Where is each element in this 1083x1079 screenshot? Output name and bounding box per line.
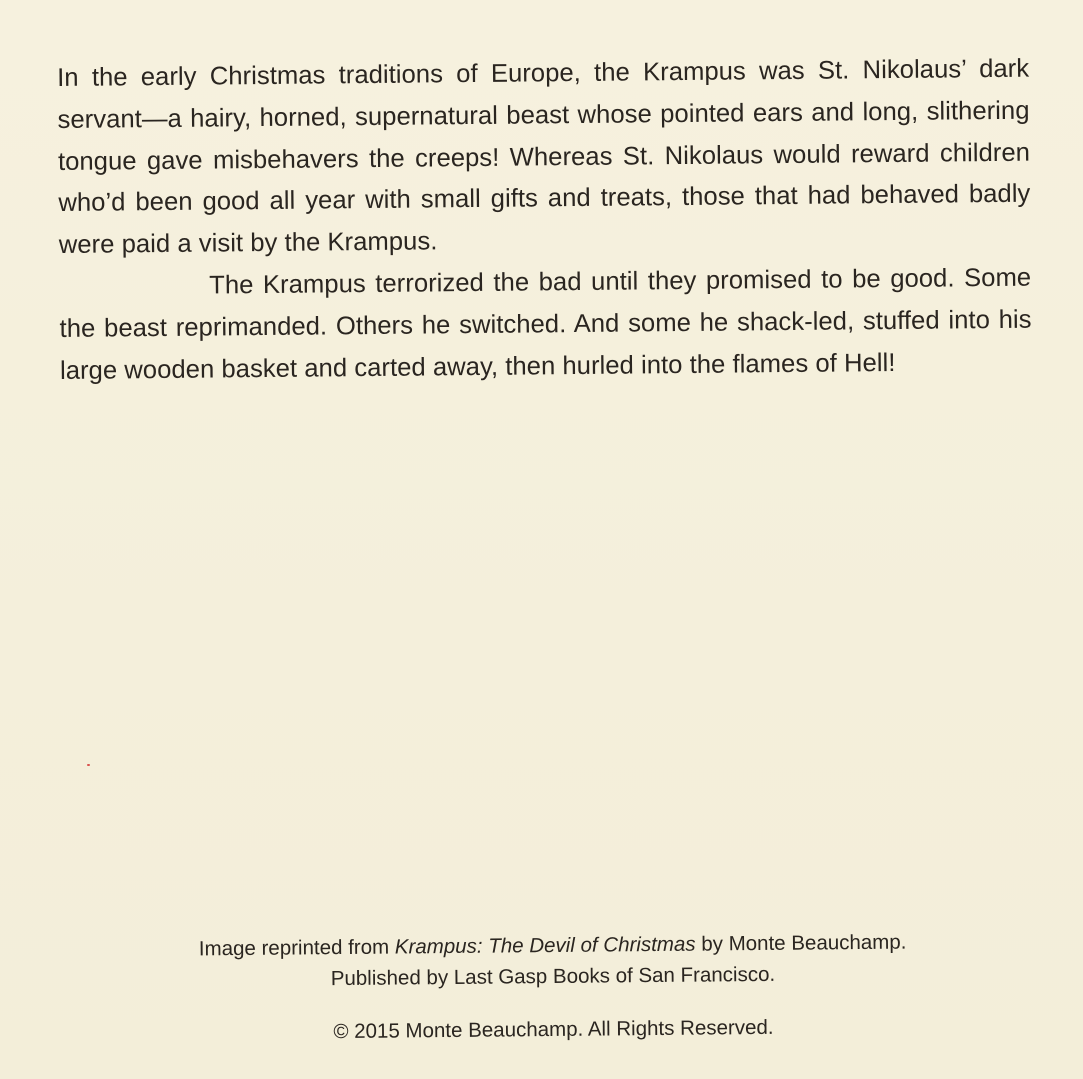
credits-block [130, 926, 976, 1049]
reprint-suffix: by Monte Beauchamp. [695, 930, 907, 956]
story-paragraph-1: In the early Christmas traditions of Europe, the Krampus was St. Nikolaus’ dark servant—a hairy, horned, supernatural beast whose pointed ears and long, slithering tongue gave misbehavers the creeps! Whereas St. Nikolaus would reward children who’d been good all year with small gifts and treats, those that had behaved badly were paid a visit by the Krampus. [57, 54, 1031, 260]
ink-speck [87, 764, 90, 766]
reprint-prefix: Image reprinted from [198, 935, 395, 961]
copyright-line: © 2015 Monte Beauchamp. All Rights Reserved. [333, 1015, 774, 1044]
story-text-block [57, 49, 1032, 393]
book-title: Krampus: The Devil of Christmas [394, 932, 696, 959]
publisher-line: Published by Last Gasp Books of San Francisco. [330, 962, 776, 991]
story-paragraph-2: The Krampus terrorized the bad until they promised to be good. Some the beast reprimanded. Others he switched. And some he shack-led, stuffed into his large wooden basket and carted away, then hurled into the flames of Hell! [59, 263, 1032, 385]
